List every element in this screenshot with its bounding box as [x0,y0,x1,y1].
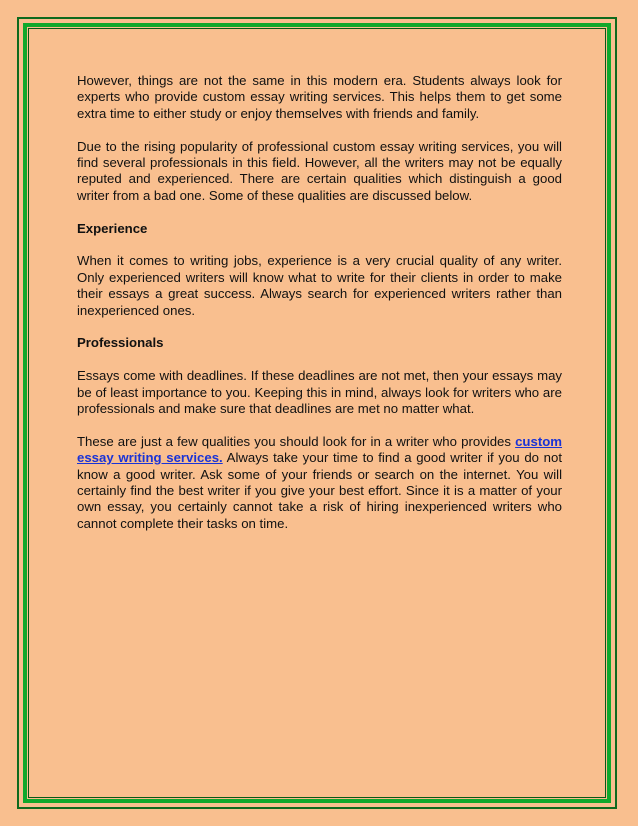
paragraph-professionals: Essays come with deadlines. If these deadlines are not met, then your essays may be of least importance to you. Keeping this in mind, always look for writers who are professionals and make sure that deadlines are met no matter what. [77,368,562,417]
conclusion-text-start: These are just a few qualities you should look for in a writer who provides [77,433,516,449]
heading-experience: Experience [77,220,148,236]
custom-essay-link[interactable]: custom essay writing services. [77,433,562,466]
paragraph-popularity: Due to the rising popularity of professional custom essay writing services, you will find several professionals in this field. However, all the writers may not be equally reputed and experienced. There are certain qualities which distinguish a good writer from a bad one. Some of these qualities are discussed below. [77,138,562,203]
conclusion-text-end: Always take your time to find a good writer if you do not know a good writer. Ask some of your friends or search on the internet. You will certainly find the best writer if you give your best effort. Since it is a matter of your own essay, you certainly cannot take a risk of hiring inexperienced writers who cannot complete their tasks on time. [77,450,562,531]
paragraph-intro: However, things are not the same in this modern era. Students always look for experts who provide custom essay writing services. This helps them to get some extra time to either study or enjoy themselves with friends and family. [77,73,562,121]
paragraph-conclusion [77,434,562,532]
paragraph-experience: When it comes to writing jobs, experience is a very crucial quality of any writer. Only experienced writers will know what to write for their clients in order to make their essays a great success. Always search for experienced writers rather than inexperienced ones. [77,253,562,318]
heading-professionals: Professionals [77,335,164,351]
document-body [77,73,562,549]
